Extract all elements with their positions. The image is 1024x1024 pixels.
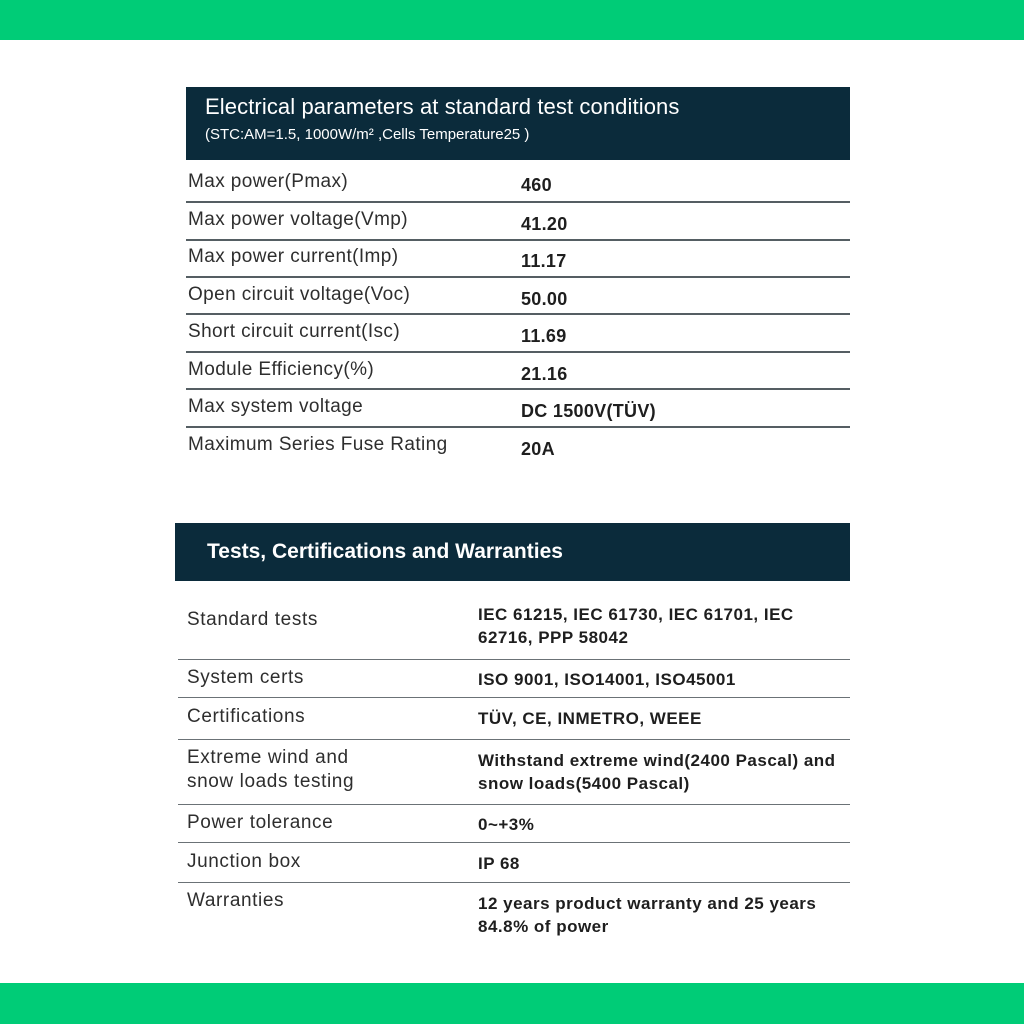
- tests-table-header: [175, 523, 850, 581]
- test-row-power-tolerance: [178, 805, 850, 843]
- test-label: Extreme wind and snow loads testing: [187, 747, 355, 792]
- spec-row-max-power: [186, 160, 850, 203]
- test-row-system-certs: [178, 660, 850, 698]
- tests-table-title: Tests, Certifications and Warranties: [207, 540, 563, 563]
- spec-row-fuse-rating: [186, 428, 850, 468]
- electrical-table-header: [186, 87, 850, 160]
- test-label: Power tolerance: [187, 812, 334, 833]
- test-row-standard-tests: [178, 581, 850, 660]
- spec-value: 11.69: [521, 326, 567, 346]
- spec-value: DC 1500V(TÜV): [521, 401, 656, 421]
- test-row-wind-snow-loads: [178, 740, 850, 805]
- test-row-warranties: [178, 883, 850, 953]
- top-accent-band: [0, 0, 1024, 40]
- test-value: IP 68: [478, 854, 520, 873]
- spec-value: 460: [521, 175, 552, 195]
- test-row-certifications: [178, 698, 850, 740]
- spec-row-max-power-voltage: [186, 203, 850, 241]
- test-row-junction-box: [178, 843, 850, 883]
- spec-label: Module Efficiency(%): [188, 359, 375, 380]
- spec-value: 41.20: [521, 214, 568, 234]
- spec-label: Max power voltage(Vmp): [188, 209, 408, 230]
- test-value: TÜV, CE, INMETRO, WEEE: [478, 709, 702, 728]
- spec-label: Max power(Pmax): [188, 171, 349, 192]
- spec-value: 11.17: [521, 251, 567, 271]
- test-value: 0~+3%: [478, 815, 535, 834]
- test-label: System certs: [187, 667, 304, 688]
- test-value: 12 years product warranty and 25 years 84.8% of power: [478, 894, 817, 936]
- spec-label: Short circuit current(Isc): [188, 321, 401, 342]
- test-label: Warranties: [187, 890, 285, 911]
- spec-row-max-power-current: [186, 241, 850, 278]
- spec-row-short-circuit-current: [186, 315, 850, 353]
- spec-row-max-system-voltage: [186, 390, 850, 428]
- spec-label: Maximum Series Fuse Rating: [188, 434, 448, 455]
- test-value: Withstand extreme wind(2400 Pascal) and snow loads(5400 Pascal): [478, 751, 836, 793]
- spec-label: Max system voltage: [188, 396, 364, 417]
- spec-row-module-efficiency: [186, 353, 850, 390]
- spec-row-open-circuit-voltage: [186, 278, 850, 315]
- bottom-accent-band: [0, 983, 1024, 1024]
- test-value: IEC 61215, IEC 61730, IEC 61701, IEC 62716, PPP 58042: [478, 605, 794, 647]
- test-label: Standard tests: [187, 609, 318, 630]
- test-label: Certifications: [187, 706, 306, 727]
- spec-value: 21.16: [521, 364, 568, 384]
- spec-value: 20A: [521, 439, 555, 459]
- spec-label: Max power current(Imp): [188, 246, 399, 267]
- electrical-table-title: Electrical parameters at standard test conditions: [205, 94, 680, 119]
- test-label: Junction box: [187, 851, 301, 872]
- spec-value: 50.00: [521, 289, 568, 309]
- test-value: ISO 9001, ISO14001, ISO45001: [478, 670, 736, 689]
- electrical-table-subtitle: (STC:AM=1.5, 1000W/m² ,Cells Temperature25 ): [205, 126, 530, 143]
- spec-label: Open circuit voltage(Voc): [188, 284, 411, 305]
